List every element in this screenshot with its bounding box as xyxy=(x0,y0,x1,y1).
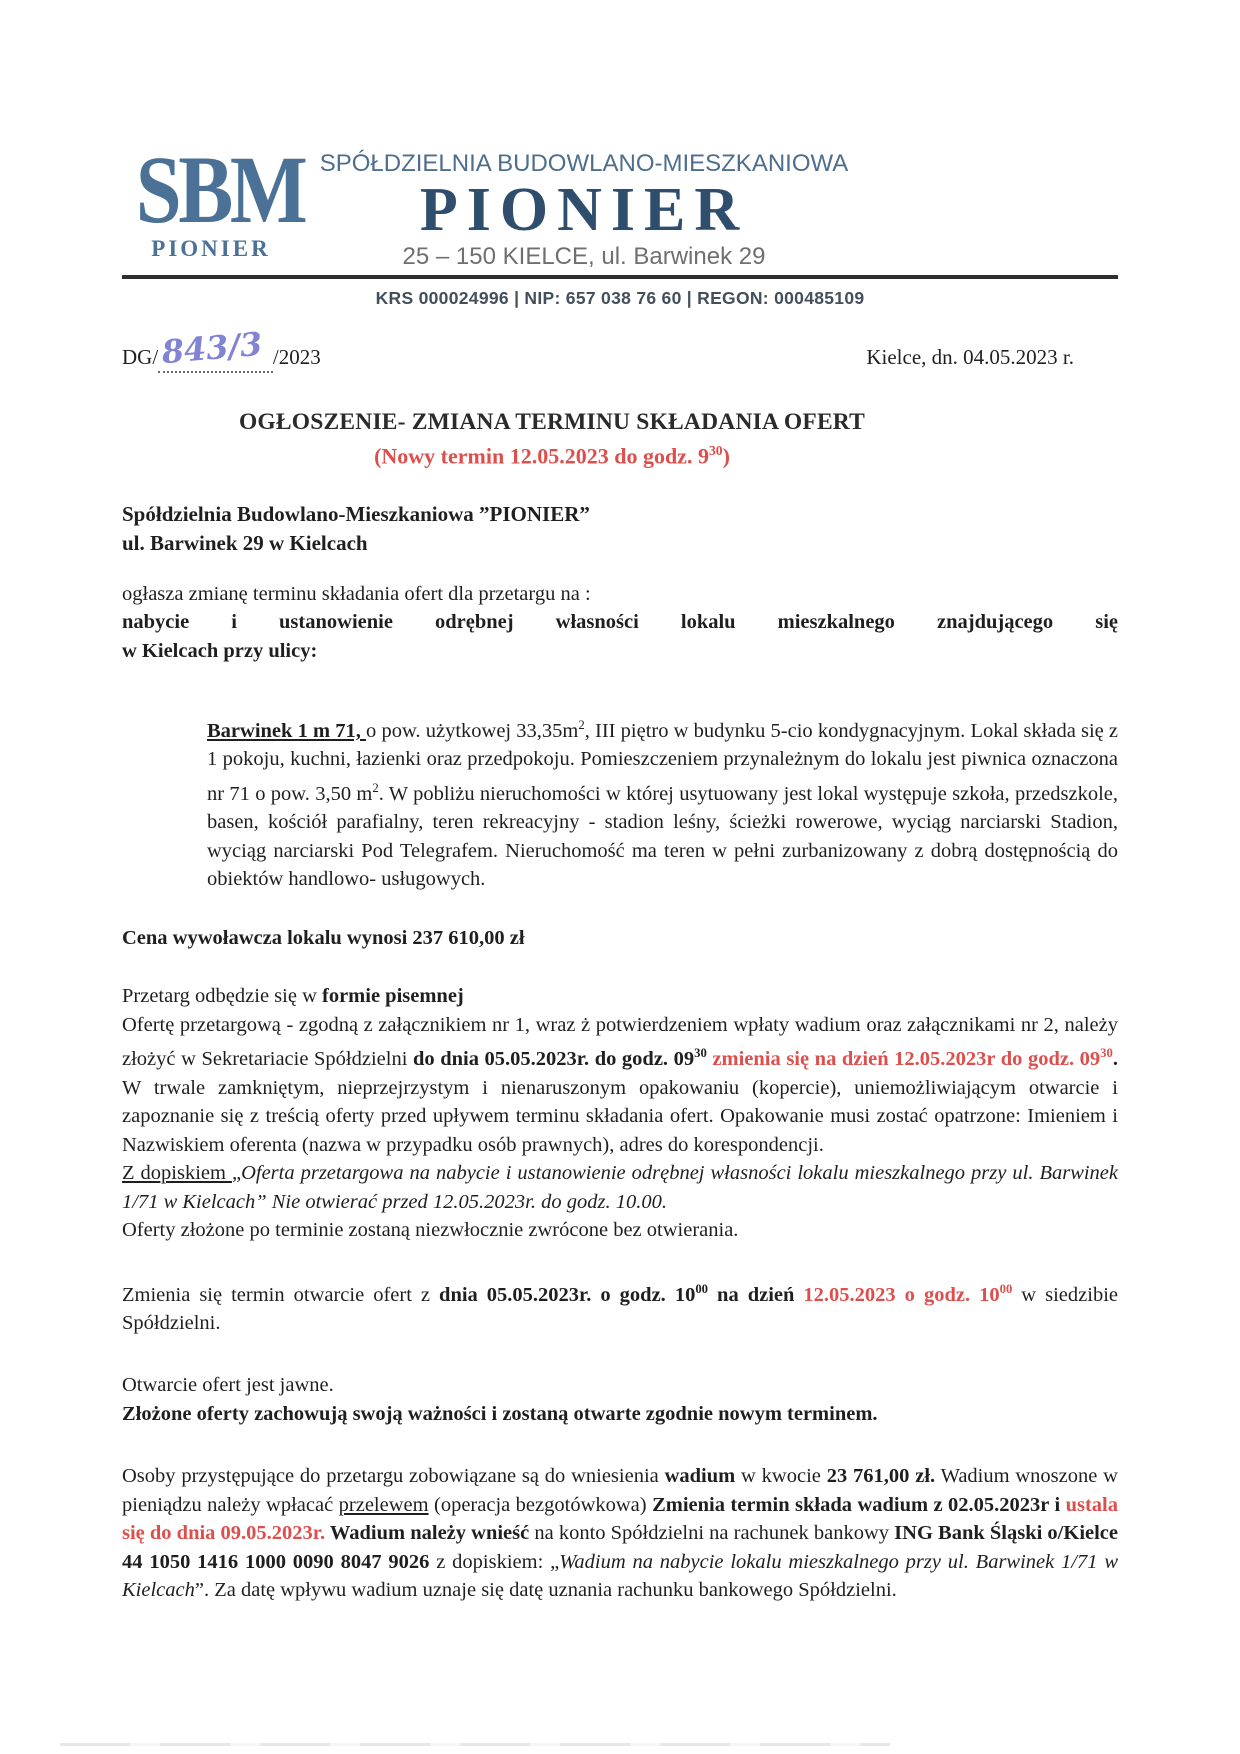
letterhead xyxy=(0,0,1240,271)
paragraph-procedure xyxy=(122,982,1118,1244)
paragraph-opening-info xyxy=(122,1371,1118,1428)
paragraph-envelope-annotation: Z dopiskiem „Oferta przetargowa na nabycie i ustanowienie odrębnej własności lokalu mieszkalnego przy ul. Barwinek 1/71 w Kielcach” Nie otwierać przed 12.05.2023r. do godz. 10.00. xyxy=(122,1162,1119,1213)
reference-row xyxy=(122,324,1118,373)
opening-public-line: Otwarcie ofert jest jawne. xyxy=(122,1374,334,1397)
reference-prefix: DG/ xyxy=(122,345,159,370)
paragraph-property: Barwinek 1 m 71, o pow. użytkowej $33,35m^2$, III piętro w budynku 5-cio kondygnacyjnym. Lokal składa się z 1 pokoju, kuchni, łazienki oraz przedpokoju. Pomieszczeniem przynależnym do lokalu jest piwnica oznaczona nr 71 o pow. 3,50 $m^2$. W pobliżu nieruchomości w której usytuowany jest lokal występuje szkoła, przedszkole, basen, kościół parafialny, teren rekreacyjny - stadion leśny, ścieżki rowerowe, wyciąg narciarski Stadion, wyciąg narciarski Pod Telegrafem. Nieruchomość ma teren w pełni zurbanizowany z dobrą dostępnością do obiektów handlowo- usługowych. xyxy=(207,718,1119,891)
offers-validity-line: Złożone oferty zachowują swoją ważności i zostaną otwarte zgodnie nowym terminem. xyxy=(122,1402,878,1425)
reference-suffix: /2023 xyxy=(272,345,321,370)
form-line: Przetarg odbędzie się w formie pisemnej xyxy=(122,985,464,1008)
paragraph-opening-change: Zmienia się termin otwarcie ofert z dnia 05.05.2023r. o godz. $10^{00}$ na dzień 12.05.2023 o godz. $10^{00}$ w siedzibie Spółdzielni. xyxy=(122,1281,1118,1334)
handwritten-number-area xyxy=(158,324,273,373)
intro-bold-line-2: w Kielcach przy ulicy: xyxy=(122,639,318,662)
price-line: Cena wywoławcza lokalu wynosi 237 610,00 zł xyxy=(122,926,525,949)
reference-number xyxy=(122,324,321,373)
issuer-name: Spółdzielnia Budowlano-Mieszkaniowa ”PIONIER” xyxy=(122,501,590,526)
paragraph-wadium: Osoby przystępujące do przetargu zobowiązane są do wniesienia wadium w kwocie 23 761,00 zł. Wadium wnoszone w pieniądzu należy wpłacać przelewem (operacja bezgotówkowa) Zmienia termin składa wadium z 02.05.2023r i ustala się do dnia 09.05.2023r. Wadium należy wnieść na konto Spółdzielni na rachunek bankowy ING Bank Śląski o/Kielce 44 1050 1416 1000 0090 8047 9026 z dopiskiem: „Wadium na nabycie lokalu mieszkalnego przy ul. Barwinek 1/71 w Kielcach”. Za datę wpływu wadium uznaje się datę uznania rachunku bankowego Spółdzielni. xyxy=(122,1465,1119,1602)
issuer-address: ul. Barwinek 29 w Kielcach xyxy=(122,530,368,555)
intro-bold-line-1: nabycie i ustanowienie odrębnej własności lokalu mieszkalnego znajdującego się xyxy=(122,611,1118,634)
scan-edge-artifact xyxy=(60,1743,890,1746)
announcement-heading xyxy=(122,409,1118,469)
intro-line: ogłasza zmianę terminu składania ofert dla przetargu na : xyxy=(122,582,591,605)
handwritten-number: 843/3 xyxy=(160,324,264,372)
issuer-block xyxy=(122,500,1118,558)
paragraph-offer-submission: Ofertę przetargową - zgodną z załącznikiem nr 1, wraz ż potwierdzeniem wpłaty wadium oraz załącznikami nr 2, należy złożyć w Sekretariacie Spółdzielni do dnia 05.05.2023r. do godz. $09^{30}$ zmienia się na dzień 12.05.2023r do godz. $09^{30}$. W trwale zamkniętym, nieprzejrzystym i nienaruszonym opakowaniu (kopercie), uniemożliwiającym otwarcie i zapoznanie się z treścią oferty przed upływem terminu składania ofert. Opakowanie musi zostać opatrzone: Imieniem i Nazwiskiem oferenta (nazwa w przypadku osób prawnych), adres do korespondencji. xyxy=(122,1013,1118,1156)
org-name: PIONIER xyxy=(419,176,749,244)
registry-line: KRS 000024996 | NIP: 657 038 76 60 | REGON: 000485109 xyxy=(375,288,865,309)
org-address: 25 – 150 KIELCE, ul. Barwinek 29 xyxy=(402,243,766,271)
logo-sbm-text: SBM xyxy=(135,136,305,243)
announcement-title: OGŁOSZENIE- ZMIANA TERMINU SKŁADANIA OFERT xyxy=(238,409,866,436)
announcement-subtitle: (Nowy termin 12.05.2023 do godz. $9^{30}$) xyxy=(374,443,730,469)
org-identity xyxy=(300,146,1118,271)
paragraph-late-offers: Oferty złożone po terminie zostaną niezwłocznie zwrócone bez otwierania. xyxy=(122,1219,739,1242)
company-logo xyxy=(122,136,305,262)
org-type-line: SPÓŁDZIELNIA BUDOWLANO-MIESZKANIOWA xyxy=(319,150,849,177)
paragraph-intro xyxy=(122,580,1118,666)
header-divider xyxy=(122,275,1118,279)
logo-pionier-caption: PIONIER xyxy=(151,236,271,262)
place-date: Kielce, dn. 04.05.2023 r. xyxy=(866,345,1074,370)
